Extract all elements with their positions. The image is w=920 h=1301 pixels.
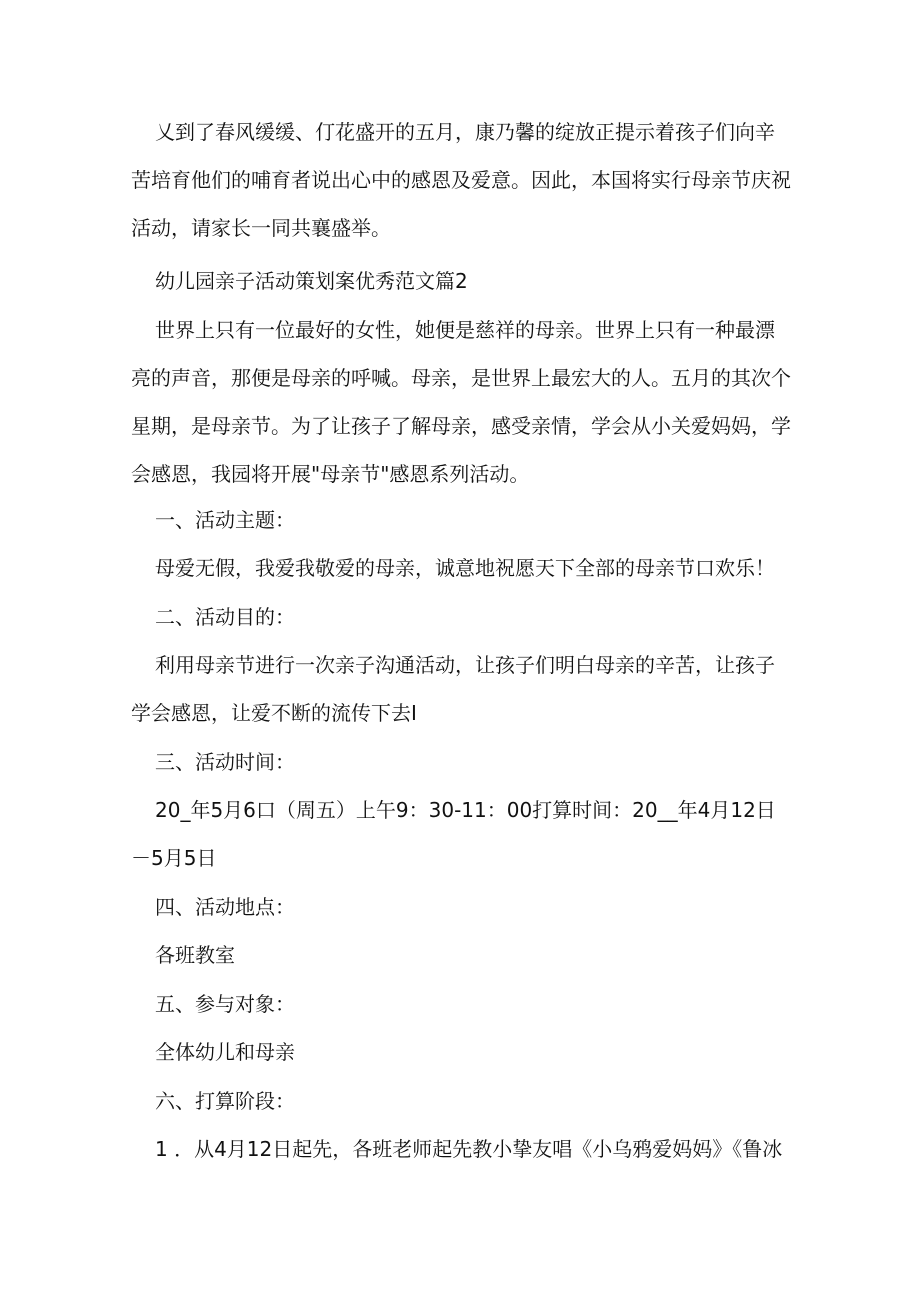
heading-preparation-stage: 六、打算阶段： — [155, 1089, 295, 1113]
activity-time-text: 20_年5月6口（周五）上午9：30-11：00打算时间：20__年4月12日－5月5日 — [131, 798, 776, 870]
preparation-item-1: 1 ．从4月12日起先，各班老师起先教小挚友唱《小乌鸦爱妈妈》《鲁冰 — [155, 1137, 783, 1161]
intro-paragraph: 乂到了春风缓缓、仃花盛开的五月，康乃馨的绽放正提示着孩子们向辛苦培育他们的哺育者说出心中的感恩及爱意。因此，本国将实行母亲节庆祝活动，请家长一同共襄盛举。 — [131, 120, 791, 240]
heading-participants: 五、参与对象： — [155, 992, 295, 1016]
activity-location-text: 各班教室 — [155, 943, 235, 967]
activity-theme-text: 母爱无假，我爱我敬爱的母亲，诚意地祝愿天下全部的母亲节口欢乐！ — [155, 556, 775, 580]
section-title: 幼儿园亲子活动策划案优秀范文篇2 — [155, 269, 468, 293]
body-paragraph: 世界上只有一位最好的女性，她便是慈祥的母亲。世界上只有一种最漂亮的声音，那便是母亲的呼喊。母亲，是世界上最宏大的人。五月的其次个星期，是母亲节。为了让孩子了解母亲，感受亲情，学会从小关爱妈妈，学会感恩，我园将开展"母亲节"感恩系列活动。 — [131, 318, 791, 486]
participants-text: 全体幼儿和母亲 — [155, 1040, 295, 1064]
heading-activity-location: 四、活动地点： — [155, 895, 295, 919]
activity-purpose-text: 利用母亲节进行一次亲子沟通活动，让孩子们明白母亲的辛苦，让孩子学会感恩，让爱不断的流传下去I — [131, 653, 775, 725]
heading-activity-purpose: 二、活动目的： — [155, 605, 295, 629]
heading-activity-time: 三、活动时间： — [155, 750, 295, 774]
heading-activity-theme: 一、活动主题： — [155, 508, 295, 532]
